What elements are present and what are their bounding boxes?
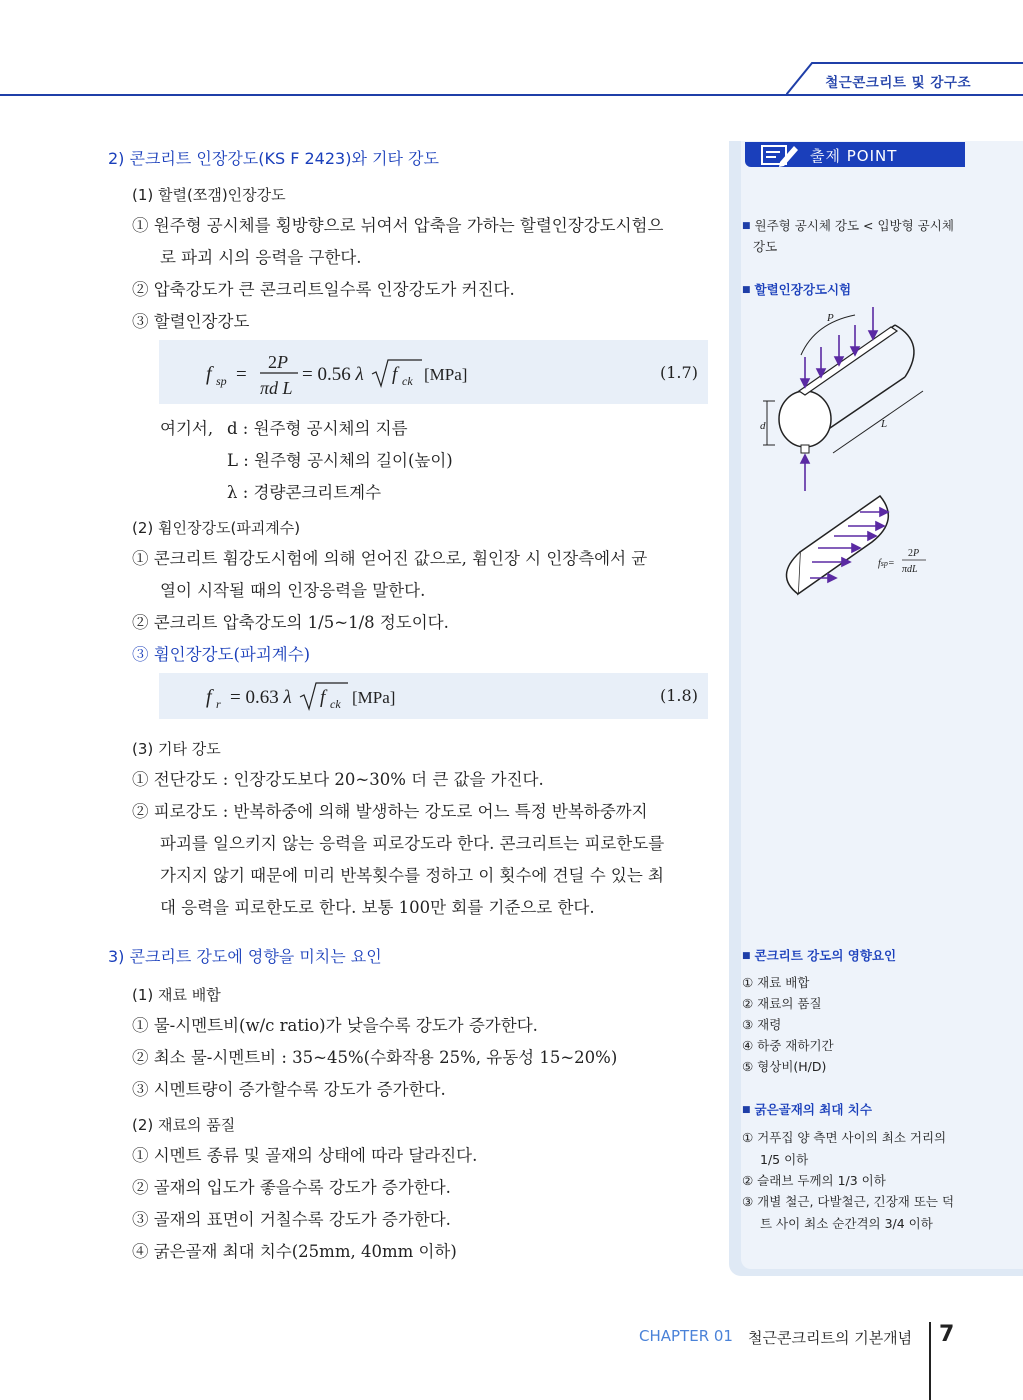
subsection-1-title: (1) 재료 배합	[132, 986, 221, 1004]
sidebar-list-item: ③ 재령	[742, 1017, 782, 1032]
equation-modulus-of-rupture	[200, 675, 440, 717]
body-line: 열이 시작될 때의 인장응력을 말한다.	[160, 581, 426, 600]
svg-text:= 0.63 λ: = 0.63 λ	[230, 687, 292, 708]
body-line: ③ 골재의 표면이 거칠수록 강도가 증가한다.	[132, 1210, 451, 1229]
svg-text:= 0.56 λ: = 0.56 λ	[302, 364, 364, 385]
svg-text:[MPa]: [MPa]	[352, 688, 396, 707]
footer-divider	[929, 1322, 931, 1400]
sidebar-list-item: ② 재료의 품질	[742, 996, 822, 1011]
sidebar-list-item: ② 슬래브 두께의 1/3 이하	[742, 1173, 886, 1188]
bullet-square-icon: ■	[742, 1105, 751, 1115]
sidebar-list-item-continued: 트 사이 최소 순간격의 3/4 이하	[760, 1216, 933, 1231]
body-line: ② 최소 물-시멘트비 : 35~45%(수화작용 25%, 유동성 15~20%)	[132, 1048, 618, 1067]
running-header-title: 철근콘크리트 및 강구조	[825, 75, 971, 91]
body-line: 파괴를 일으키지 않는 응력을 피로강도라 한다. 콘크리트는 피로한도를	[160, 834, 665, 853]
body-line: ② 골재의 입도가 좋을수록 강도가 증가한다.	[132, 1178, 451, 1197]
footer-chapter-title: 철근콘크리트의 기본개념	[748, 1329, 913, 1347]
body-line: ③ 할렬인장강도	[132, 312, 250, 331]
body-line: ① 콘크리트 휨강도시험에 의해 얻어진 값으로, 휨인장 시 인장측에서 균	[132, 549, 648, 568]
svg-text:ck: ck	[402, 374, 413, 388]
body-line: 로 파괴 시의 응력을 구한다.	[160, 248, 362, 267]
sidebar-note: ■ 원주형 공시체 강도 < 입방형 공시체	[742, 218, 954, 233]
sidebar-list-item: ④ 하중 재하기간	[742, 1038, 834, 1053]
svg-text:2P: 2P	[908, 548, 920, 559]
subsection-2-title: (2) 재료의 품질	[132, 1116, 236, 1134]
where-item: L : 원주형 공시체의 길이(높이)	[227, 451, 453, 470]
svg-text:f: f	[206, 363, 212, 385]
split-tensile-test-figure	[755, 305, 955, 495]
body-line: ④ 굵은골재 최대 치수(25mm, 40mm 이하)	[132, 1242, 457, 1261]
sidebar-heading: ■ 콘크리트 강도의 영향요인	[742, 948, 897, 963]
body-line: 가지지 않기 때문에 미리 반복횟수를 정하고 이 횟수에 견딜 수 있는 최	[160, 866, 664, 885]
equation-number: (1.7)	[660, 363, 698, 382]
svg-text:2P: 2P	[268, 352, 288, 372]
footer-chapter-label: CHAPTER 01	[639, 1327, 733, 1345]
body-line: ② 압축강도가 큰 콘크리트일수록 인장강도가 커진다.	[132, 280, 515, 299]
load-label: P	[827, 312, 834, 324]
section-3-title: 3) 콘크리트 강도에 영향을 미치는 요인	[108, 947, 382, 966]
sidebar-note-continued: 강도	[753, 239, 778, 254]
svg-text:[MPa]: [MPa]	[424, 365, 468, 384]
svg-text:f: f	[206, 686, 212, 708]
body-line: ② 콘크리트 압축강도의 1/5~1/8 정도이다.	[132, 613, 449, 632]
body-line: ① 물-시멘트비(w/c ratio)가 낮을수록 강도가 증가한다.	[132, 1016, 538, 1035]
page-number: 7	[939, 1322, 955, 1347]
sidebar-list-item: ① 재료 배합	[742, 975, 810, 990]
where-label: 여기서,	[160, 419, 214, 438]
sidebar-list-item-continued: 1/5 이하	[760, 1152, 809, 1167]
sidebar-list-item: ③ 개별 철근, 다발철근, 긴장재 또는 덕	[742, 1194, 955, 1209]
equation-split-tensile	[200, 342, 500, 402]
subsection-3-title: (3) 기타 강도	[132, 740, 221, 758]
sidebar-list-item: ⑤ 형상비(H/D)	[742, 1059, 827, 1074]
section-2-title: 2) 콘크리트 인장강도(KS F 2423)와 기타 강도	[108, 149, 439, 168]
body-line: ① 전단강도 : 인장강도보다 20~30% 더 큰 값을 가진다.	[132, 770, 544, 789]
where-item: d : 원주형 공시체의 지름	[227, 419, 408, 438]
body-line: ① 시멘트 종류 및 골재의 상태에 따라 달라진다.	[132, 1146, 478, 1165]
svg-text:f: f	[392, 364, 398, 385]
diameter-label: d	[760, 420, 766, 432]
subsection-2-title: (2) 휨인장강도(파괴계수)	[132, 519, 301, 537]
subsection-1-title: (1) 할렬(쪼갬)인장강도	[132, 186, 286, 204]
svg-text:πd L: πd L	[260, 378, 293, 398]
equation-number: (1.8)	[660, 686, 698, 705]
svg-text:ck: ck	[330, 697, 341, 711]
body-line: ① 원주형 공시체를 횡방향으로 뉘여서 압축을 가하는 할렬인장강도시험으	[132, 216, 664, 235]
svg-text:sp: sp	[216, 374, 227, 388]
body-line: ③ 시멘트량이 증가할수록 강도가 증가한다.	[132, 1080, 446, 1099]
svg-text:f: f	[320, 687, 326, 708]
svg-text:πdL: πdL	[902, 564, 918, 575]
bullet-square-icon: ■	[742, 221, 751, 231]
sidebar-heading: ■ 굵은골재의 최대 치수	[742, 1102, 872, 1117]
body-line: ② 피로강도 : 반복하중에 의해 발생하는 강도로 어느 특정 반복하중까지	[132, 802, 648, 821]
point-label: 출제 POINT	[810, 147, 898, 165]
sidebar-list-item: ① 거푸집 양 측면 사이의 최소 거리의	[742, 1130, 947, 1145]
memo-pencil-icon	[760, 140, 800, 168]
split-stress-figure	[770, 490, 950, 610]
bullet-square-icon: ■	[742, 285, 751, 295]
bullet-square-icon: ■	[742, 951, 751, 961]
body-line-highlight: ③ 휨인장강도(파괴계수)	[132, 645, 311, 664]
length-label: L	[881, 418, 888, 430]
svg-text:fsp=: fsp=	[878, 558, 895, 569]
body-line: 대 응력을 피로한도로 한다. 보통 100만 회를 기준으로 한다.	[160, 898, 595, 917]
svg-text:=: =	[236, 364, 247, 385]
svg-text:r: r	[216, 697, 221, 711]
where-item: λ : 경량콘크리트계수	[227, 483, 382, 502]
sidebar-heading: ■ 할렬인장강도시험	[742, 282, 852, 297]
